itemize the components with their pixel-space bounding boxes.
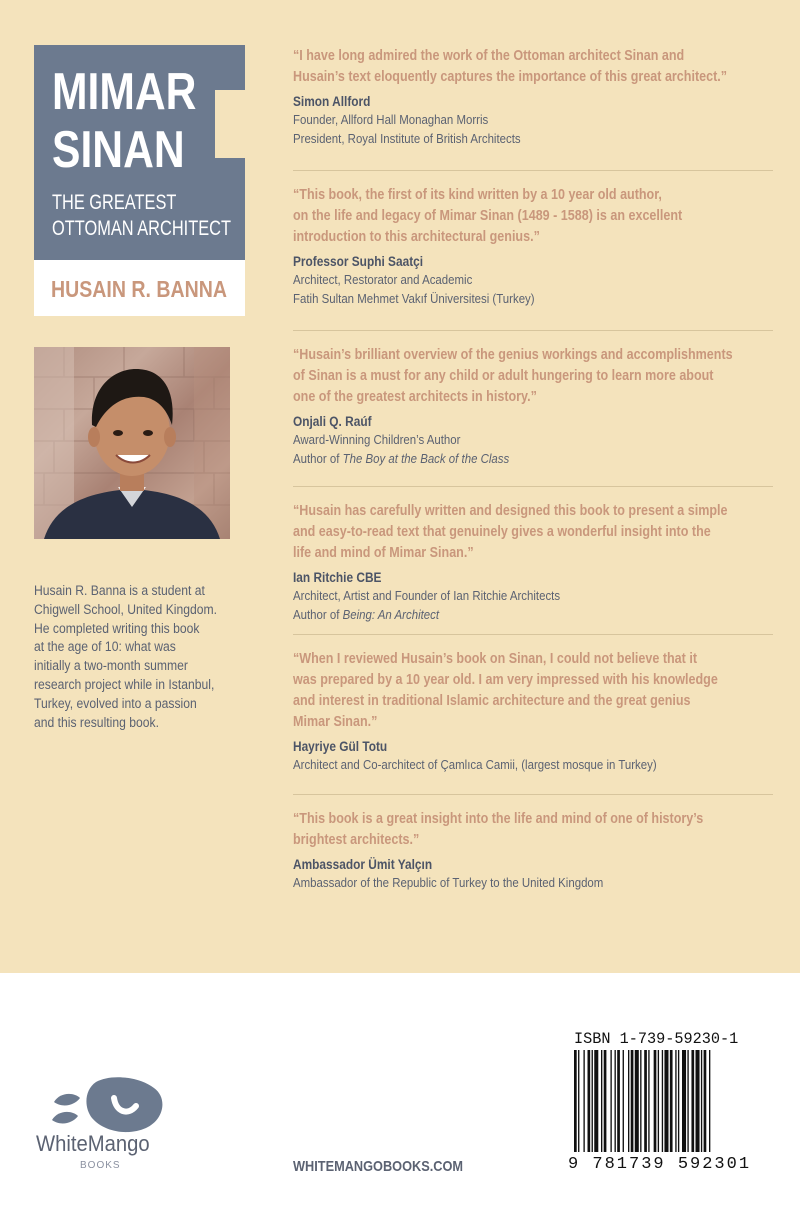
book-title-ref: Being: An Architect xyxy=(342,606,440,622)
endorsement xyxy=(293,171,773,331)
isbn-text: ISBN 1-739-59230-1 xyxy=(574,1030,739,1048)
endorsement xyxy=(293,795,773,905)
book-title: MIMAR SINAN xyxy=(52,63,197,179)
endorsement xyxy=(293,46,773,171)
quote-author: Ian Ritchie CBE xyxy=(293,570,382,585)
quote-author-role: Architect, Artist and Founder of Ian Ritchie Architects Author of Being: An Architect xyxy=(293,588,561,622)
author-portrait-icon xyxy=(34,347,230,539)
author-photo xyxy=(34,347,230,539)
endorsement xyxy=(293,635,773,795)
barcode-digits: 9 781739 592301 xyxy=(568,1155,752,1174)
quote-author: Onjali Q. Raúf xyxy=(293,414,372,429)
book-title-ref: The Boy at the Back of the Class xyxy=(342,450,510,466)
quote-author-role: Architect, Restorator and Academic Fatih Sultan Mehmet Vakıf Üniversitesi (Turkey) xyxy=(293,272,535,306)
publisher-name: WhiteMango xyxy=(36,1131,150,1156)
publisher-sub: BOOKS xyxy=(80,1160,121,1171)
quote-author-role: Architect and Co-architect of Çamlıca Camii, (largest mosque in Turkey) xyxy=(293,757,657,772)
barcode-icon xyxy=(572,1050,754,1152)
quote-text: “Husain has carefully written and designed this book to present a simple and easy-to-read text that genuinely gives a wonderful insight into the life and mind of Mimar Sinan.” xyxy=(293,503,728,561)
title-block xyxy=(34,45,245,260)
quote-author: Simon Allford xyxy=(293,94,371,109)
book-subtitle: THE GREATEST OTTOMAN ARCHITECT xyxy=(52,191,231,240)
quote-author: Professor Suphi Saatçi xyxy=(293,254,424,269)
quote-text: “This book, the first of its kind written by a 10 year old author, on the life and legacy of Mimar Sinan (1489 - 1588) is an excellent introduction to this architectural genius.” xyxy=(293,187,683,245)
endorsement xyxy=(293,331,773,487)
quote-author-role: Ambassador of the Republic of Turkey to the United Kingdom xyxy=(293,875,604,890)
endorsement xyxy=(293,487,773,635)
author-block xyxy=(34,260,245,316)
quote-text: “I have long admired the work of the Ottoman architect Sinan and Husain’s text eloquently captures the importance of this great architect.” xyxy=(293,48,728,85)
publisher-website: WHITEMANGOBOOKS.COM xyxy=(293,1158,463,1175)
quote-text: “Husain’s brilliant overview of the genius workings and accomplishments of Sinan is a must for any child or adult hungering to learn more about one of the greatest architects in history.” xyxy=(293,347,733,405)
endorsements xyxy=(293,46,773,905)
quote-author: Hayriye Gül Totu xyxy=(293,739,388,754)
quote-author: Ambassador Ümit Yalçın xyxy=(293,857,433,872)
quote-author-role: Founder, Allford Hall Monaghan Morris President, Royal Institute of British Architects xyxy=(293,112,521,146)
quote-text: “When I reviewed Husain’s book on Sinan, I could not believe that it was prepared by a 10 year old. I am very impressed with his knowledge and interest in traditional Islamic architecture and the great genius Mimar Sinan.” xyxy=(293,651,718,730)
author-name: HUSAIN R. BANNA xyxy=(51,276,227,302)
quote-text: “This book is a great insight into the life and mind of one of history’s brightest architects.” xyxy=(293,811,704,848)
title-notch xyxy=(215,90,245,158)
author-bio: Husain R. Banna is a student at Chigwell School, United Kingdom. He completed writing this book at the age of 10: what was initially a two-month summer research project while in Istanbul, Turkey, evolved into a passion and this resulting book. xyxy=(34,583,218,730)
quote-author-role: Award-Winning Children’s Author Author of The Boy at the Back of the Class xyxy=(293,432,510,466)
